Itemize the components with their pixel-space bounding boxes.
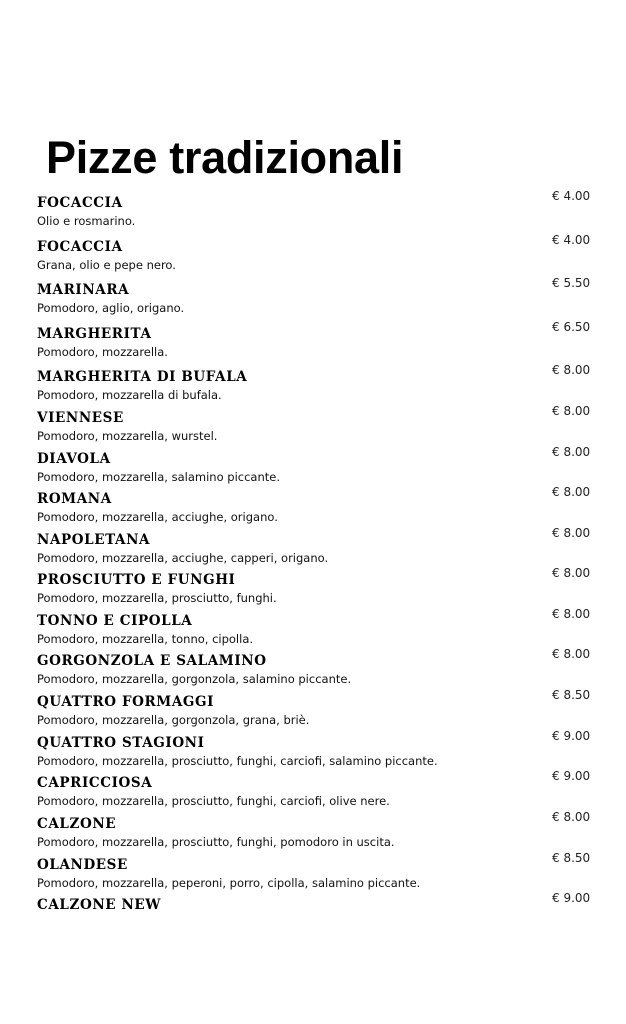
menu-item-description: Grana, olio e pepe nero. [37, 258, 176, 272]
menu-item-price: € 8.00 [552, 647, 591, 661]
menu-item-name: MARGHERITA [37, 326, 152, 342]
menu-item-name: VIENNESE [37, 410, 124, 426]
menu-item-name: QUATTRO FORMAGGI [37, 694, 215, 710]
menu-item-name: TONNO E CIPOLLA [37, 613, 193, 629]
menu-item [0, 320, 626, 365]
menu-item-price: € 8.00 [552, 566, 591, 580]
menu-item-description: Pomodoro, mozzarella, tonno, cipolla. [37, 632, 254, 646]
menu-item-name: CALZONE [37, 816, 117, 832]
menu-item-price: € 8.00 [552, 404, 591, 418]
menu-item-price: € 4.00 [552, 189, 591, 203]
menu-item-name: MARINARA [37, 282, 130, 298]
menu-item-name: FOCACCIA [37, 239, 123, 255]
menu-item [0, 485, 626, 530]
menu-item [0, 729, 626, 774]
menu-item-name: QUATTRO STAGIONI [37, 735, 205, 751]
menu-item-name: DIAVOLA [37, 451, 111, 467]
menu-item [0, 276, 626, 321]
menu-item [0, 810, 626, 855]
menu-item-price: € 9.00 [552, 729, 591, 743]
menu-item-price: € 8.00 [552, 607, 591, 621]
menu-item [0, 566, 626, 611]
menu-item [0, 891, 626, 936]
menu-item-description: Pomodoro, mozzarella. [37, 345, 168, 359]
menu-item [0, 404, 626, 449]
menu-item-description: Pomodoro, mozzarella, acciughe, origano. [37, 510, 278, 524]
menu-item [0, 769, 626, 814]
menu-item [0, 526, 626, 571]
menu-item-description: Pomodoro, mozzarella, prosciutto, funghi. [37, 591, 277, 605]
menu-item [0, 363, 626, 408]
menu-item [0, 688, 626, 733]
menu-item-price: € 5.50 [552, 276, 591, 290]
menu-item-name: CALZONE NEW [37, 897, 162, 913]
menu-item-name: OLANDESE [37, 857, 128, 873]
menu-item [0, 189, 626, 234]
page-title: Pizze tradizionali [46, 132, 404, 183]
menu-item-name: GORGONZOLA E SALAMINO [37, 653, 267, 669]
menu-item-price: € 8.00 [552, 445, 591, 459]
menu-item-description: Pomodoro, mozzarella, wurstel. [37, 429, 218, 443]
menu-item-name: NAPOLETANA [37, 532, 151, 548]
menu-item-description: Pomodoro, mozzarella, acciughe, capperi, origano. [37, 551, 329, 565]
menu-item-price: € 8.00 [552, 363, 591, 377]
menu-item-description: Olio e rosmarino. [37, 214, 136, 228]
menu-item-name: CAPRICCIOSA [37, 775, 153, 791]
menu-item-name: PROSCIUTTO E FUNGHI [37, 572, 236, 588]
menu-item-description: Pomodoro, mozzarella, prosciutto, funghi, carciofi, salamino piccante. [37, 754, 438, 768]
menu-item-description: Pomodoro, mozzarella, salamino piccante. [37, 470, 280, 484]
menu-item [0, 851, 626, 896]
menu-item-price: € 4.00 [552, 233, 591, 247]
menu-item-price: € 8.00 [552, 526, 591, 540]
menu-item-price: € 9.00 [552, 891, 591, 905]
menu-item [0, 445, 626, 490]
menu-item [0, 607, 626, 652]
menu-item-description: Pomodoro, mozzarella, peperoni, porro, cipolla, salamino piccante. [37, 876, 421, 890]
menu-item-description: Pomodoro, aglio, origano. [37, 301, 185, 315]
menu-item-price: € 8.50 [552, 688, 591, 702]
menu-item-name: MARGHERITA DI BUFALA [37, 369, 248, 385]
menu-item-name: FOCACCIA [37, 195, 123, 211]
menu-item [0, 647, 626, 692]
menu-item-price: € 6.50 [552, 320, 591, 334]
menu-item-price: € 9.00 [552, 769, 591, 783]
menu-item-description: Pomodoro, mozzarella, gorgonzola, grana, briè. [37, 713, 310, 727]
menu-item-name: ROMANA [37, 491, 112, 507]
menu-item-description: Pomodoro, mozzarella, prosciutto, funghi, pomodoro in uscita. [37, 835, 395, 849]
menu-item-price: € 8.00 [552, 485, 591, 499]
menu-item-description: Pomodoro, mozzarella di bufala. [37, 388, 222, 402]
menu-item-price: € 8.00 [552, 810, 591, 824]
menu-item-description: Pomodoro, mozzarella, gorgonzola, salamino piccante. [37, 672, 352, 686]
menu-item [0, 233, 626, 278]
menu-item-price: € 8.50 [552, 851, 591, 865]
menu-item-description: Pomodoro, mozzarella, prosciutto, funghi, carciofi, olive nere. [37, 794, 390, 808]
